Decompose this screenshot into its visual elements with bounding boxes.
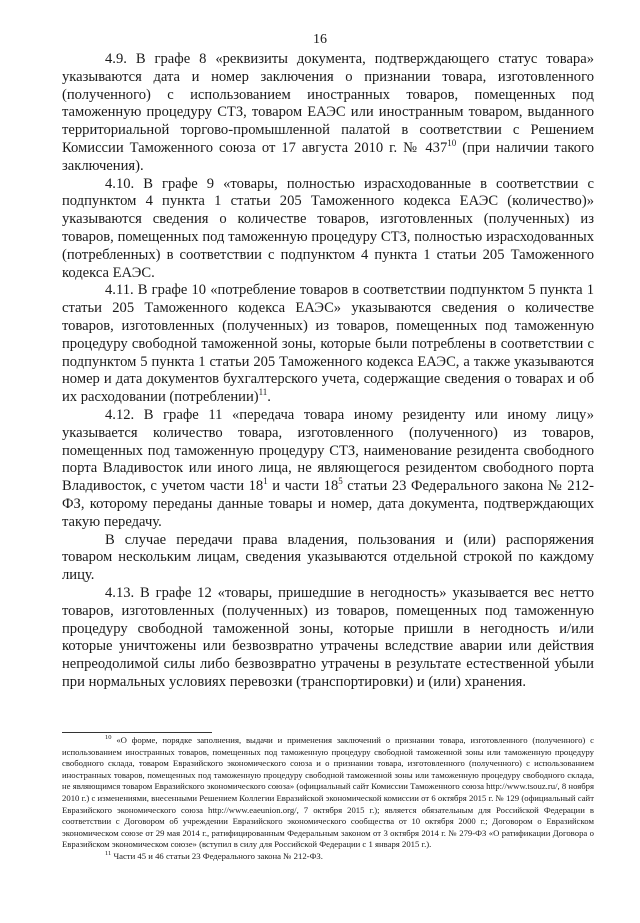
footnotes <box>62 735 594 863</box>
paragraph-text: 4.10. В графе 9 «товары, полностью израсходованные в соответствии с подпунктом 4 пункта 1 статьи 205 Таможенного кодекса ЕАЭС (количество)» указываются сведения о количестве товаров, изготовленных (полученных) из товаров, помещенных под таможенную процедуру СТЗ, полностью израсходованных (потребленных) в соответствии с подпунктом 4 пункта 1 статьи 205 Таможенного кодекса ЕАЭС. <box>62 175 594 281</box>
footnote <box>62 735 594 851</box>
footnote-text: Части 45 и 46 статьи 23 Федерального закона № 212-ФЗ. <box>111 850 323 861</box>
footnote-reference: 5 <box>338 476 343 487</box>
paragraph <box>62 282 594 407</box>
footnote-reference: 11 <box>258 387 268 398</box>
body-text <box>62 51 594 692</box>
footnote-reference: 10 <box>447 138 457 149</box>
footnote-mark: 10 <box>105 734 112 742</box>
footnote-divider <box>62 732 212 733</box>
footnote-mark: 11 <box>105 850 112 858</box>
paragraph-text: (при наличии такого заключения). <box>62 139 595 174</box>
footnote-reference: 1 <box>263 476 268 487</box>
page-number: 16 <box>313 32 327 47</box>
paragraph-text: . <box>267 389 271 406</box>
paragraph-text: и части 18 <box>267 478 339 495</box>
paragraph-text: 4.9. В графе 8 «реквизиты документа, подтверждающего статус товара» указываются дата и номер заключения о признании товара, изготовленного (полученного) с использованием иностранных товаров, помещенных под таможенную процедуру СТЗ, товаром ЕАЭС или иностранным товаром, выданного территориальной торгово-промышленной палатой в соответствии с Решением Комиссии Таможенного союза от 17 августа 2010 г. № 437 <box>62 51 594 156</box>
paragraph-text: 4.11. В графе 10 «потребление товаров в соответствии подпунктом 5 пункта 1 статьи 205 Таможенного кодекса ЕАЭС» указываются сведения о количестве товаров, изготовленных (полученных) из товаров, помещенных под таможенную процедуру свободной таможенной зоны, которые были потреблены в соответствии с подпунктом 5 пункта 1 статьи 205 Таможенного кодекса ЕАЭС, а также указываются номер и дата документов бухгалтерского учета, содержащие сведения о товарах и об их расходовании (потреблении) <box>62 282 594 406</box>
footnote-text: «О форме, порядке заполнения, выдачи и применения заключений о признании товара, изготовленного (полученного) с использованием иностранных товаров, помещенных под таможенную процедуру свободной таможенной зоны или таможенную процедуру свободного склада, товаром Евразийского экономического союза и о признании товара, изготовленного (полученного) с использованием иностранных товаров, помещенных под таможенную процедуру свободной таможенной зоны или таможенную процедуру свободного склада, не являющимся товаром Евразийского экономического союза» (официальный сайт Комиссии Таможенного союза http://www.tsouz.ru/, 8 ноября 2010 г.) с изменениями, внесенными Решением Коллегии Евразийской экономической комиссии от 6 октября 2015 г. № 129 (официальный сайт Евразийского экономического союза http://www.eaeunion.org/, 7 октября 2015 г.); является обязательным для Российской Федерации в соответствии с Договором об учреждении Евразийского экономического сообщества от 10 октября 2000 г.; Договором о Евразийском экономическом союзе от 29 мая 2014 г., ратифицированным Федеральным законом от 3 октября 2014 г. № 279-ФЗ «О ратификации Договора о Евразийском экономическом союзе» (вступил в силу для Российской Федерации с 1 января 2015 г.). <box>62 735 594 850</box>
paragraph-text: 4.13. В графе 12 «товары, пришедшие в негодность» указывается вес нетто товаров, изготовленных (полученных) из товаров, помещенных под таможенную процедуру свободной таможенной зоны, которые пришли в негодность и/или которые уничтожены или безвозвратно утрачены вследствие аварии или действия непреодолимой силы либо безвозвратно утрачены в результате естественной убыли при нормальных условиях перевозки (транспортировки) и (или) хранения. <box>62 584 594 690</box>
paragraph-text: 4.12. В графе 11 «передача товара иному резиденту или иному лицу» указывается количество товара, изготовленного (полученного) из товаров, помещенных под таможенную процедуру СТЗ, наименование резидента свободного порта Владивосток или иного лица, не являющегося резидентом свободного порта Владивосток, с учетом части 18 <box>62 406 594 495</box>
paragraph <box>62 51 594 176</box>
paragraph-text: В случае передачи права владения, пользования и (или) распоряжения товаром нескольким лицам, сведения указываются отдельной строкой по каждому лицу. <box>62 531 594 584</box>
paragraph <box>62 532 594 585</box>
paragraph-text: статьи 23 Федерального закона № 212-ФЗ, которому переданы данные товары и номер, дата документа, подтверждающих такую передачу. <box>62 478 594 530</box>
paragraph <box>62 407 594 532</box>
paragraph <box>62 585 594 692</box>
footnote <box>62 851 594 863</box>
paragraph <box>62 176 594 283</box>
